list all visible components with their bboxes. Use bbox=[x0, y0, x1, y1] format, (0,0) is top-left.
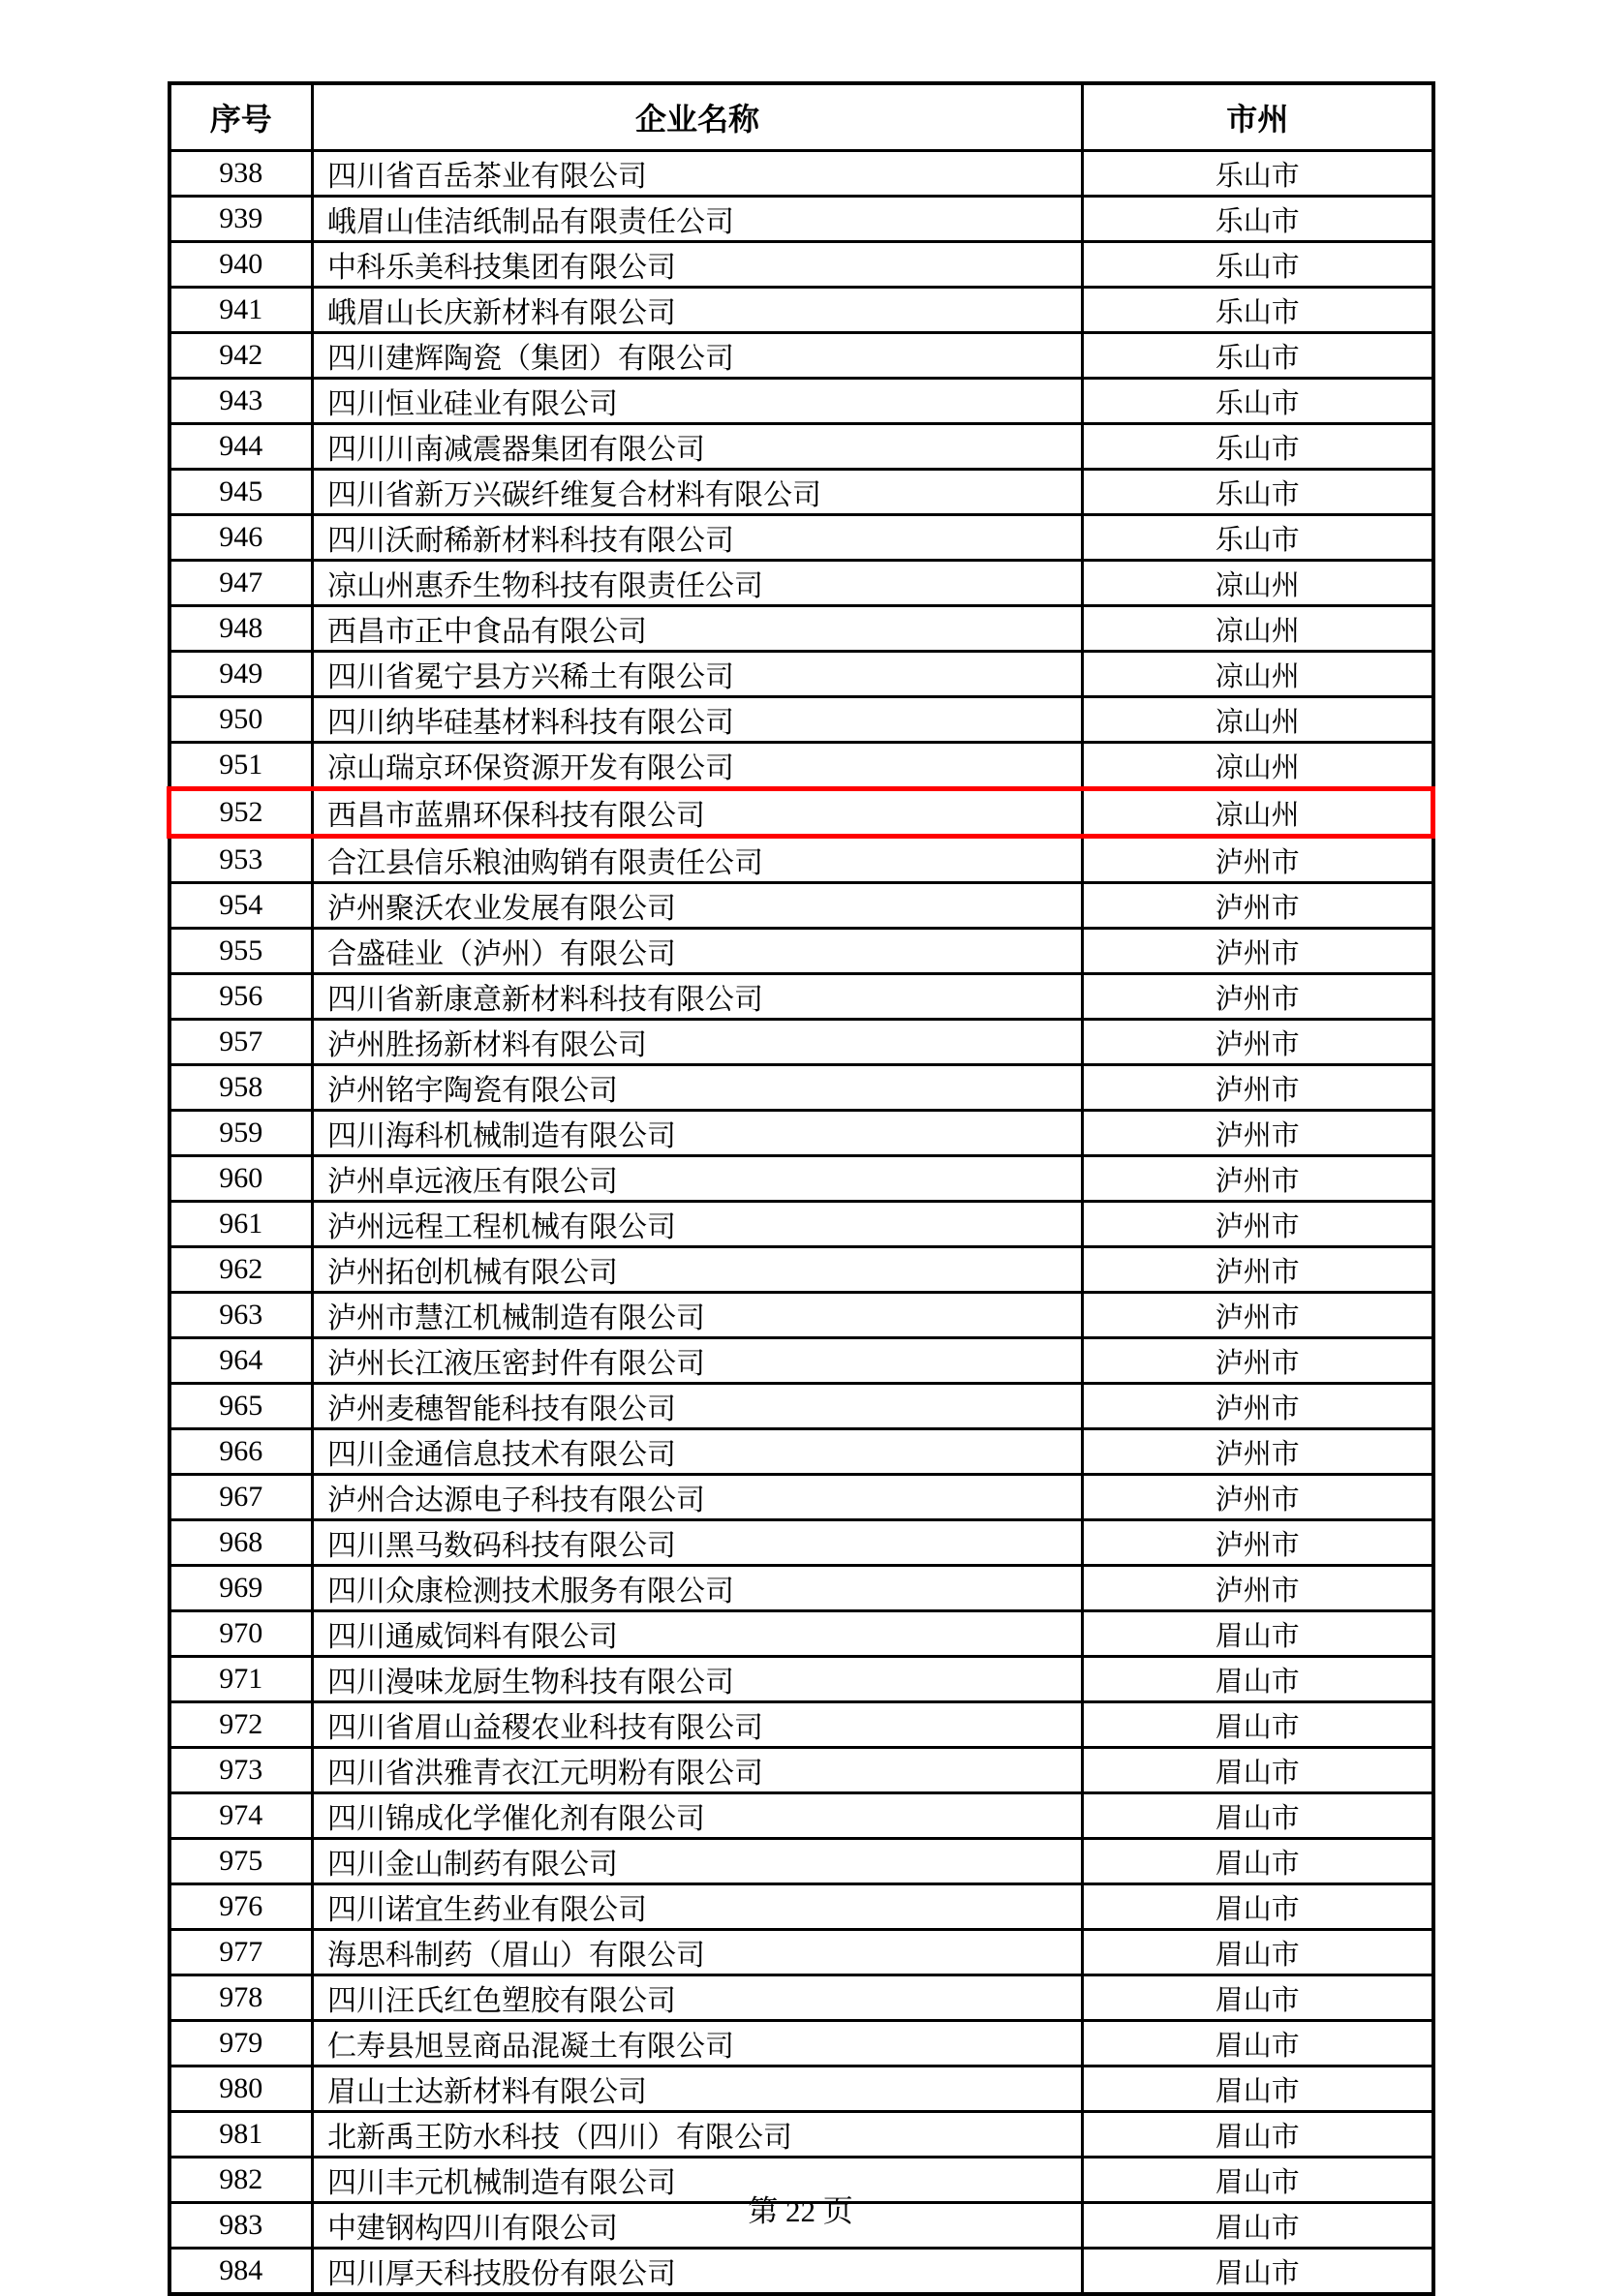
table-row bbox=[169, 652, 1433, 697]
city-cell: 泸州市 bbox=[1083, 1520, 1433, 1566]
serial-number-cell: 939 bbox=[169, 197, 313, 242]
company-name-cell: 四川省百岳茶业有限公司 bbox=[313, 151, 1083, 197]
header-city: 市州 bbox=[1083, 83, 1433, 151]
company-name-cell: 泸州拓创机械有限公司 bbox=[313, 1247, 1083, 1293]
city-cell: 凉山州 bbox=[1083, 789, 1433, 837]
table-row bbox=[169, 1657, 1433, 1702]
city-cell: 眉山市 bbox=[1083, 2249, 1433, 2295]
table-row bbox=[169, 1202, 1433, 1247]
city-cell: 乐山市 bbox=[1083, 424, 1433, 470]
city-cell: 泸州市 bbox=[1083, 1429, 1433, 1475]
city-cell: 眉山市 bbox=[1083, 2112, 1433, 2158]
table-header bbox=[169, 83, 1433, 151]
serial-number-cell: 943 bbox=[169, 379, 313, 424]
city-cell: 眉山市 bbox=[1083, 1702, 1433, 1748]
company-name-cell: 泸州胜扬新材料有限公司 bbox=[313, 1020, 1083, 1065]
table-row bbox=[169, 1611, 1433, 1657]
company-name-cell: 合盛硅业（泸州）有限公司 bbox=[313, 929, 1083, 974]
table-row bbox=[169, 379, 1433, 424]
company-name-cell: 西昌市蓝鼎环保科技有限公司 bbox=[313, 789, 1083, 837]
serial-number-cell: 974 bbox=[169, 1793, 313, 1839]
company-name-cell: 北新禹王防水科技（四川）有限公司 bbox=[313, 2112, 1083, 2158]
company-name-cell: 四川厚天科技股份有限公司 bbox=[313, 2249, 1083, 2295]
table-row bbox=[169, 288, 1433, 333]
serial-number-cell: 958 bbox=[169, 1065, 313, 1111]
city-cell: 凉山州 bbox=[1083, 561, 1433, 606]
company-name-cell: 峨眉山佳洁纸制品有限责任公司 bbox=[313, 197, 1083, 242]
serial-number-cell: 942 bbox=[169, 333, 313, 379]
serial-number-cell: 946 bbox=[169, 515, 313, 561]
serial-number-cell: 976 bbox=[169, 1884, 313, 1930]
city-cell: 眉山市 bbox=[1083, 1748, 1433, 1793]
table-row bbox=[169, 974, 1433, 1020]
serial-number-cell: 950 bbox=[169, 697, 313, 743]
company-name-cell: 四川纳毕硅基材料科技有限公司 bbox=[313, 697, 1083, 743]
company-name-cell: 四川恒业硅业有限公司 bbox=[313, 379, 1083, 424]
serial-number-cell: 944 bbox=[169, 424, 313, 470]
city-cell: 泸州市 bbox=[1083, 1566, 1433, 1611]
company-name-cell: 四川丰元机械制造有限公司 bbox=[313, 2158, 1083, 2203]
table-row bbox=[169, 151, 1433, 197]
company-name-cell: 凉山瑞京环保资源开发有限公司 bbox=[313, 743, 1083, 789]
table-row bbox=[169, 1520, 1433, 1566]
table-row bbox=[169, 1293, 1433, 1338]
company-name-cell: 四川锦成化学催化剂有限公司 bbox=[313, 1793, 1083, 1839]
serial-number-cell: 960 bbox=[169, 1156, 313, 1202]
company-name-cell: 泸州聚沃农业发展有限公司 bbox=[313, 883, 1083, 929]
table-row bbox=[169, 1429, 1433, 1475]
serial-number-cell: 947 bbox=[169, 561, 313, 606]
serial-number-cell: 983 bbox=[169, 2203, 313, 2249]
table-row bbox=[169, 2249, 1433, 2295]
company-name-cell: 四川漫味龙厨生物科技有限公司 bbox=[313, 1657, 1083, 1702]
city-cell: 泸州市 bbox=[1083, 1202, 1433, 1247]
table-row bbox=[169, 515, 1433, 561]
table-row bbox=[169, 837, 1433, 883]
company-name-cell: 四川建辉陶瓷（集团）有限公司 bbox=[313, 333, 1083, 379]
serial-number-cell: 948 bbox=[169, 606, 313, 652]
city-cell: 泸州市 bbox=[1083, 1065, 1433, 1111]
company-name-cell: 泸州铭宇陶瓷有限公司 bbox=[313, 1065, 1083, 1111]
company-name-cell: 中科乐美科技集团有限公司 bbox=[313, 242, 1083, 288]
company-name-cell: 海思科制药（眉山）有限公司 bbox=[313, 1930, 1083, 1975]
serial-number-cell: 979 bbox=[169, 2021, 313, 2066]
city-cell: 眉山市 bbox=[1083, 1793, 1433, 1839]
serial-number-cell: 975 bbox=[169, 1839, 313, 1884]
company-name-cell: 峨眉山长庆新材料有限公司 bbox=[313, 288, 1083, 333]
serial-number-cell: 966 bbox=[169, 1429, 313, 1475]
serial-number-cell: 978 bbox=[169, 1975, 313, 2021]
table-row bbox=[169, 197, 1433, 242]
table-row bbox=[169, 1793, 1433, 1839]
company-name-cell: 四川众康检测技术服务有限公司 bbox=[313, 1566, 1083, 1611]
company-name-cell: 四川省洪雅青衣江元明粉有限公司 bbox=[313, 1748, 1083, 1793]
table-row bbox=[169, 1338, 1433, 1384]
city-cell: 眉山市 bbox=[1083, 2203, 1433, 2249]
highlighted-row bbox=[169, 789, 1433, 837]
table-row bbox=[169, 697, 1433, 743]
serial-number-cell: 959 bbox=[169, 1111, 313, 1156]
city-cell: 眉山市 bbox=[1083, 1930, 1433, 1975]
company-name-cell: 四川汪氏红色塑胶有限公司 bbox=[313, 1975, 1083, 2021]
city-cell: 乐山市 bbox=[1083, 288, 1433, 333]
company-name-cell: 泸州长江液压密封件有限公司 bbox=[313, 1338, 1083, 1384]
serial-number-cell: 949 bbox=[169, 652, 313, 697]
serial-number-cell: 981 bbox=[169, 2112, 313, 2158]
serial-number-cell: 962 bbox=[169, 1247, 313, 1293]
table-row bbox=[169, 1247, 1433, 1293]
city-cell: 泸州市 bbox=[1083, 1156, 1433, 1202]
serial-number-cell: 977 bbox=[169, 1930, 313, 1975]
table-row bbox=[169, 2021, 1433, 2066]
company-name-cell: 四川川南减震器集团有限公司 bbox=[313, 424, 1083, 470]
serial-number-cell: 954 bbox=[169, 883, 313, 929]
table-row bbox=[169, 1475, 1433, 1520]
table-row bbox=[169, 1111, 1433, 1156]
city-cell: 乐山市 bbox=[1083, 242, 1433, 288]
serial-number-cell: 967 bbox=[169, 1475, 313, 1520]
company-name-cell: 凉山州惠乔生物科技有限责任公司 bbox=[313, 561, 1083, 606]
company-name-cell: 合江县信乐粮油购销有限责任公司 bbox=[313, 837, 1083, 883]
serial-number-cell: 956 bbox=[169, 974, 313, 1020]
city-cell: 泸州市 bbox=[1083, 883, 1433, 929]
city-cell: 泸州市 bbox=[1083, 1293, 1433, 1338]
city-cell: 眉山市 bbox=[1083, 1611, 1433, 1657]
serial-number-cell: 972 bbox=[169, 1702, 313, 1748]
serial-number-cell: 964 bbox=[169, 1338, 313, 1384]
city-cell: 乐山市 bbox=[1083, 470, 1433, 515]
city-cell: 泸州市 bbox=[1083, 1111, 1433, 1156]
serial-number-cell: 973 bbox=[169, 1748, 313, 1793]
company-name-cell: 四川沃耐稀新材料科技有限公司 bbox=[313, 515, 1083, 561]
city-cell: 泸州市 bbox=[1083, 929, 1433, 974]
company-name-cell: 四川海科机械制造有限公司 bbox=[313, 1111, 1083, 1156]
table-row bbox=[169, 470, 1433, 515]
serial-number-cell: 955 bbox=[169, 929, 313, 974]
serial-number-cell: 971 bbox=[169, 1657, 313, 1702]
table-row bbox=[169, 883, 1433, 929]
header-row bbox=[169, 83, 1433, 151]
serial-number-cell: 963 bbox=[169, 1293, 313, 1338]
serial-number-cell: 965 bbox=[169, 1384, 313, 1429]
company-name-cell: 眉山士达新材料有限公司 bbox=[313, 2066, 1083, 2112]
table-row bbox=[169, 1384, 1433, 1429]
company-name-cell: 四川金通信息技术有限公司 bbox=[313, 1429, 1083, 1475]
table-row bbox=[169, 1884, 1433, 1930]
company-name-cell: 泸州市慧江机械制造有限公司 bbox=[313, 1293, 1083, 1338]
city-cell: 眉山市 bbox=[1083, 1975, 1433, 2021]
serial-number-cell: 969 bbox=[169, 1566, 313, 1611]
city-cell: 眉山市 bbox=[1083, 1657, 1433, 1702]
table-row bbox=[169, 1156, 1433, 1202]
company-name-cell: 四川通威饲料有限公司 bbox=[313, 1611, 1083, 1657]
table-row bbox=[169, 2112, 1433, 2158]
company-name-cell: 泸州合达源电子科技有限公司 bbox=[313, 1475, 1083, 1520]
serial-number-cell: 980 bbox=[169, 2066, 313, 2112]
table-row bbox=[169, 1702, 1433, 1748]
serial-number-cell: 961 bbox=[169, 1202, 313, 1247]
city-cell: 乐山市 bbox=[1083, 379, 1433, 424]
city-cell: 泸州市 bbox=[1083, 974, 1433, 1020]
serial-number-cell: 938 bbox=[169, 151, 313, 197]
header-company-name: 企业名称 bbox=[313, 83, 1083, 151]
company-name-cell: 泸州麦穗智能科技有限公司 bbox=[313, 1384, 1083, 1429]
company-name-cell: 四川省冕宁县方兴稀土有限公司 bbox=[313, 652, 1083, 697]
company-name-cell: 四川省眉山益稷农业科技有限公司 bbox=[313, 1702, 1083, 1748]
table-row bbox=[169, 424, 1433, 470]
company-name-cell: 四川省新康意新材料科技有限公司 bbox=[313, 974, 1083, 1020]
city-cell: 眉山市 bbox=[1083, 1839, 1433, 1884]
serial-number-cell: 970 bbox=[169, 1611, 313, 1657]
company-name-cell: 泸州远程工程机械有限公司 bbox=[313, 1202, 1083, 1247]
serial-number-cell: 951 bbox=[169, 743, 313, 789]
table-row bbox=[169, 606, 1433, 652]
table-row bbox=[169, 1065, 1433, 1111]
company-name-cell: 仁寿县旭昱商品混凝土有限公司 bbox=[313, 2021, 1083, 2066]
table-row bbox=[169, 1975, 1433, 2021]
header-serial-number: 序号 bbox=[169, 83, 313, 151]
table-row bbox=[169, 1839, 1433, 1884]
city-cell: 乐山市 bbox=[1083, 515, 1433, 561]
serial-number-cell: 968 bbox=[169, 1520, 313, 1566]
table-row bbox=[169, 1020, 1433, 1065]
city-cell: 凉山州 bbox=[1083, 743, 1433, 789]
city-cell: 眉山市 bbox=[1083, 2021, 1433, 2066]
company-name-cell: 四川诺宜生药业有限公司 bbox=[313, 1884, 1083, 1930]
company-name-cell: 四川省新万兴碳纤维复合材料有限公司 bbox=[313, 470, 1083, 515]
table-row bbox=[169, 1930, 1433, 1975]
serial-number-cell: 952 bbox=[169, 789, 313, 837]
city-cell: 泸州市 bbox=[1083, 1384, 1433, 1429]
company-name-cell: 西昌市正中食品有限公司 bbox=[313, 606, 1083, 652]
city-cell: 泸州市 bbox=[1083, 1338, 1433, 1384]
serial-number-cell: 984 bbox=[169, 2249, 313, 2295]
page-footer: 第 22 页 bbox=[748, 2194, 853, 2228]
table-body bbox=[169, 151, 1433, 2295]
company-name-cell: 中建钢构四川有限公司 bbox=[313, 2203, 1083, 2249]
city-cell: 泸州市 bbox=[1083, 1020, 1433, 1065]
company-table bbox=[167, 81, 1435, 2296]
serial-number-cell: 953 bbox=[169, 837, 313, 883]
serial-number-cell: 945 bbox=[169, 470, 313, 515]
city-cell: 眉山市 bbox=[1083, 2066, 1433, 2112]
city-cell: 乐山市 bbox=[1083, 197, 1433, 242]
serial-number-cell: 957 bbox=[169, 1020, 313, 1065]
city-cell: 泸州市 bbox=[1083, 837, 1433, 883]
table-row bbox=[169, 242, 1433, 288]
city-cell: 凉山州 bbox=[1083, 606, 1433, 652]
table-row bbox=[169, 561, 1433, 606]
city-cell: 泸州市 bbox=[1083, 1475, 1433, 1520]
table-row bbox=[169, 1748, 1433, 1793]
city-cell: 眉山市 bbox=[1083, 1884, 1433, 1930]
serial-number-cell: 941 bbox=[169, 288, 313, 333]
city-cell: 眉山市 bbox=[1083, 2158, 1433, 2203]
city-cell: 凉山州 bbox=[1083, 697, 1433, 743]
table-row bbox=[169, 2066, 1433, 2112]
company-name-cell: 泸州卓远液压有限公司 bbox=[313, 1156, 1083, 1202]
serial-number-cell: 982 bbox=[169, 2158, 313, 2203]
city-cell: 乐山市 bbox=[1083, 333, 1433, 379]
table-row bbox=[169, 743, 1433, 789]
city-cell: 泸州市 bbox=[1083, 1247, 1433, 1293]
city-cell: 凉山州 bbox=[1083, 652, 1433, 697]
table-row bbox=[169, 333, 1433, 379]
table-row bbox=[169, 929, 1433, 974]
table-row bbox=[169, 1566, 1433, 1611]
city-cell: 乐山市 bbox=[1083, 151, 1433, 197]
company-name-cell: 四川黑马数码科技有限公司 bbox=[313, 1520, 1083, 1566]
company-name-cell: 四川金山制药有限公司 bbox=[313, 1839, 1083, 1884]
serial-number-cell: 940 bbox=[169, 242, 313, 288]
